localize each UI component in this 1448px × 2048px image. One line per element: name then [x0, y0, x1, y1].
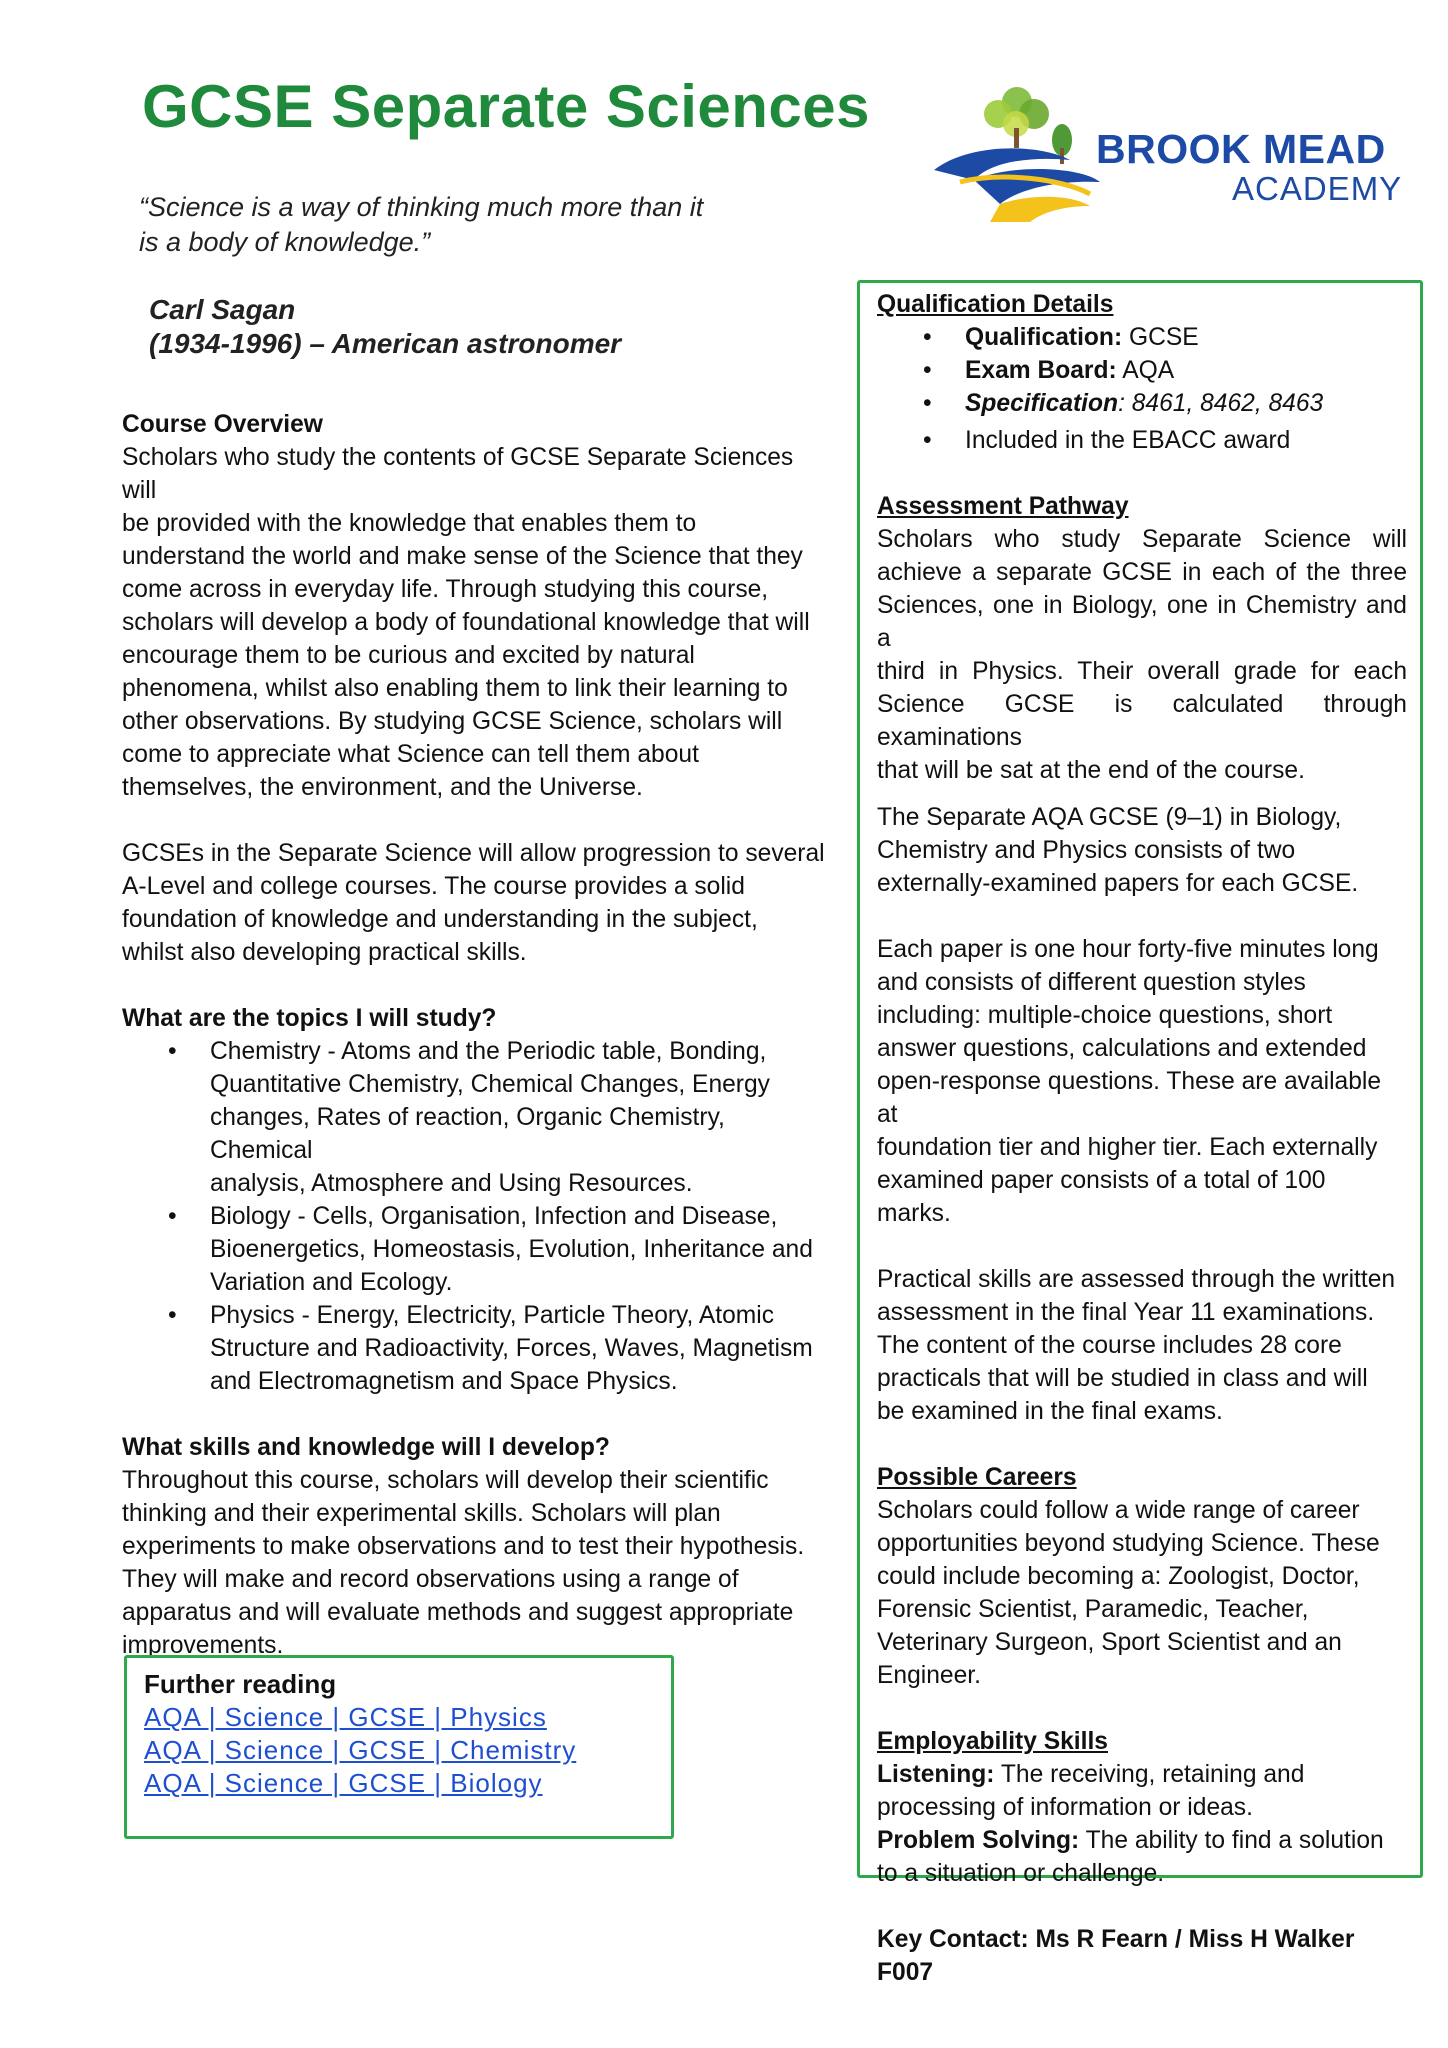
right-column: [877, 288, 1407, 1989]
link-biology[interactable]: AQA | Science | GCSE | Biology: [144, 1768, 543, 1798]
text-line: opportunities beyond studying Science. These: [877, 1530, 1380, 1557]
problem-solving-label: Problem Solving:: [877, 1827, 1080, 1854]
qualification-item: [877, 321, 1407, 354]
text-line: The ability to find a solution: [1079, 1827, 1384, 1854]
listening-text: [877, 1758, 1407, 1791]
text-line: Science GCSE is calculated through examinations: [877, 691, 1407, 751]
text-line: other observations. By studying GCSE Science, scholars will: [122, 708, 783, 735]
item-label: Exam Board:: [965, 357, 1117, 384]
text-line: apparatus and will evaluate methods and suggest appropriate: [122, 1599, 794, 1626]
text-line: marks.: [877, 1200, 951, 1227]
item-value: Included in the EBACC award: [965, 427, 1291, 454]
left-column: [122, 408, 834, 1662]
text-line: could include becoming a: Zoologist, Doctor,: [877, 1563, 1360, 1590]
ebacc-item: [877, 424, 1407, 457]
text-line: Variation and Ecology.: [210, 1269, 453, 1296]
text-line: including: multiple-choice questions, short: [877, 1002, 1333, 1029]
skills-text: [122, 1464, 834, 1662]
author-name: Carl Sagan: [149, 294, 296, 325]
careers-text: [877, 1494, 1407, 1692]
author-dates: (1934-1996) – American astronomer: [149, 328, 622, 359]
text-line: and consists of different question styles: [877, 969, 1306, 996]
text-line: and Electromagnetism and Space Physics.: [210, 1368, 678, 1395]
text-line: come across in everyday life. Through studying this course,: [122, 576, 769, 603]
page-title: GCSE Separate Sciences: [142, 73, 871, 140]
careers-heading: Possible Careers: [877, 1464, 1077, 1491]
text-line: Scholars who study the contents of GCSE Separate Sciences will: [122, 444, 794, 504]
text-line: externally-examined papers for each GCSE.: [877, 870, 1359, 897]
further-reading-heading: Further reading: [144, 1669, 337, 1699]
exam-board-item: [877, 354, 1407, 387]
employability-heading: Employability Skills: [877, 1728, 1108, 1755]
text-line: Scholars who study Separate Science will: [877, 526, 1407, 553]
assessment-heading: Assessment Pathway: [877, 493, 1129, 520]
text-line: phenomena, whilst also enabling them to link their learning to: [122, 675, 788, 702]
qualification-heading: Qualification Details: [877, 291, 1114, 318]
topic-item-biology: [122, 1200, 834, 1299]
text-line: The receiving, retaining and: [994, 1761, 1305, 1788]
text-line: scholars will develop a body of foundational knowledge that will: [122, 609, 810, 636]
text-line: Engineer.: [877, 1662, 981, 1689]
key-contact: Key Contact: Ms R Fearn / Miss H Walker F007: [877, 1926, 1355, 1986]
problem-solving-text: [877, 1824, 1407, 1857]
text-line: encourage them to be curious and excited by natural: [122, 642, 695, 669]
text-line: that will be sat at the end of the course.: [877, 757, 1305, 784]
topics-list: [122, 1035, 834, 1398]
text-line: A-Level and college courses. The course provides a solid: [122, 873, 745, 900]
text-line: Bioenergetics, Homeostasis, Evolution, Inheritance and: [210, 1236, 813, 1263]
course-overview-heading: Course Overview: [122, 411, 323, 438]
text-line: GCSEs in the Separate Science will allow progression to several: [122, 840, 825, 867]
course-overview-text: [122, 441, 834, 804]
skills-heading: What skills and knowledge will I develop?: [122, 1434, 610, 1461]
text-line: Forensic Scientist, Paramedic, Teacher,: [877, 1596, 1309, 1623]
item-value: AQA: [1116, 357, 1175, 384]
logo-name: BROOK MEAD: [1096, 126, 1386, 172]
text-line: foundation of knowledge and understanding in the subject,: [122, 906, 758, 933]
text-line: Each paper is one hour forty-five minutes long: [877, 936, 1379, 963]
text-line: Quantitative Chemistry, Chemical Changes, Energy: [210, 1071, 770, 1098]
topic-item-physics: [122, 1299, 834, 1398]
practical-skills-text: [877, 1263, 1407, 1428]
item-label: Specification: [965, 390, 1119, 417]
text-line: • Biology - Cells, Organisation, Infection and Disease,: [210, 1203, 778, 1230]
qualification-list: [877, 321, 1407, 457]
progression-text: [122, 837, 834, 969]
text-line: come to appreciate what Science can tell them about: [122, 741, 699, 768]
item-value: GCSE: [1122, 324, 1199, 351]
text-line: be examined in the final exams.: [877, 1398, 1223, 1425]
text-line: understand the world and make sense of the Science that they: [122, 543, 803, 570]
text-line: examined paper consists of a total of 100: [877, 1167, 1326, 1194]
specification-item: [877, 387, 1407, 420]
quote-line: is a body of knowledge.”: [139, 227, 431, 257]
text-line: experiments to make observations and to test their hypothesis.: [122, 1533, 805, 1560]
text-line: thinking and their experimental skills. Scholars will plan: [122, 1500, 721, 1527]
assessment-paper-details: [877, 933, 1407, 1230]
text-line: achieve a separate GCSE in each of the three: [877, 559, 1407, 586]
item-value: : 8461, 8462, 8463: [1118, 390, 1324, 417]
text-line: Practical skills are assessed through the written: [877, 1266, 1396, 1293]
text-line: Throughout this course, scholars will develop their scientific: [122, 1467, 769, 1494]
text-line: The Separate AQA GCSE (9–1) in Biology,: [877, 804, 1342, 831]
text-line: themselves, the environment, and the Universe.: [122, 774, 643, 801]
text-line: processing of information or ideas.: [877, 1794, 1253, 1821]
text-line: Veterinary Surgeon, Sport Scientist and an: [877, 1629, 1342, 1656]
text-line: Sciences, one in Biology, one in Chemistry and a: [877, 592, 1407, 652]
link-chemistry[interactable]: AQA | Science | GCSE | Chemistry: [144, 1735, 577, 1765]
text-line: • Physics - Energy, Electricity, Particle Theory, Atomic: [210, 1302, 774, 1329]
text-line: third in Physics. Their overall grade for each: [877, 658, 1407, 685]
quote-line: “Science is a way of thinking much more than it: [139, 192, 704, 222]
text-line: foundation tier and higher tier. Each externally: [877, 1134, 1378, 1161]
topic-item-chemistry: [122, 1035, 834, 1200]
text-line: whilst also developing practical skills.: [122, 939, 527, 966]
further-reading: [144, 1668, 576, 1800]
text-line: Structure and Radioactivity, Forces, Waves, Magnetism: [210, 1335, 813, 1362]
text-line: analysis, Atmosphere and Using Resources.: [210, 1170, 693, 1197]
text-line: Scholars could follow a wide range of career: [877, 1497, 1360, 1524]
text-line: to a situation or challenge.: [877, 1860, 1165, 1887]
text-line: open-response questions. These are available at: [877, 1068, 1382, 1128]
listening-label: Listening:: [877, 1761, 995, 1788]
text-line: • Chemistry - Atoms and the Periodic table, Bonding,: [210, 1038, 767, 1065]
text-line: practicals that will be studied in class and will: [877, 1365, 1368, 1392]
text-line: assessment in the final Year 11 examinations.: [877, 1299, 1375, 1326]
text-line: The content of the course includes 28 core: [877, 1332, 1342, 1359]
link-physics[interactable]: AQA | Science | GCSE | Physics: [144, 1702, 547, 1732]
text-line: They will make and record observations using a range of: [122, 1566, 739, 1593]
assessment-papers-text: [877, 801, 1407, 900]
text-line: answer questions, calculations and extended: [877, 1035, 1367, 1062]
quote-author: [149, 293, 621, 361]
text-line: be provided with the knowledge that enables them to: [122, 510, 697, 537]
topics-heading: What are the topics I will study?: [122, 1005, 497, 1032]
logo-subtitle: ACADEMY: [1232, 170, 1403, 207]
quote: [139, 190, 779, 260]
item-label: Qualification:: [965, 324, 1123, 351]
text-line: changes, Rates of reaction, Organic Chemistry, Chemical: [210, 1104, 725, 1164]
text-line: Chemistry and Physics consists of two: [877, 837, 1296, 864]
assessment-text: [877, 523, 1407, 754]
text-line: improvements.: [122, 1632, 284, 1659]
